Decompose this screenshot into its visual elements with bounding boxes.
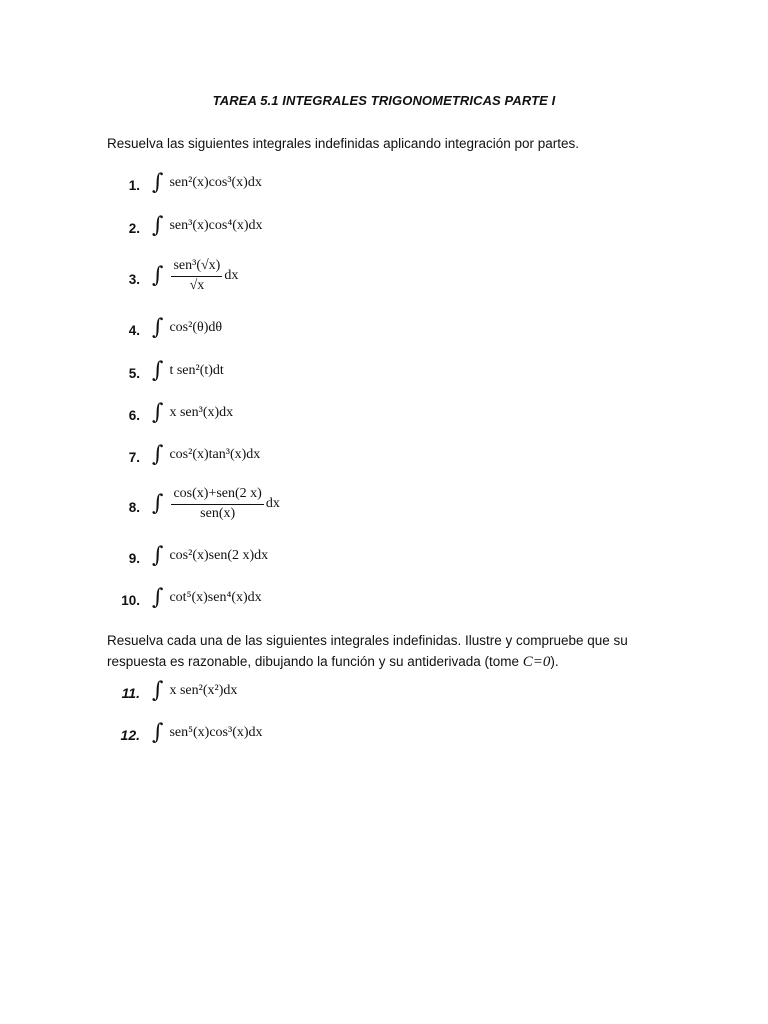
integrand: cos²(θ)dθ (169, 320, 223, 335)
integral-sign: ∫ (152, 442, 164, 467)
instructions-part-1: Resuelva las siguientes integrales indefinidas aplicando integración por partes. (107, 136, 580, 151)
integral-sign: ∫ (152, 358, 164, 383)
math-expression (152, 680, 237, 702)
integrand: x sen³(x)dx (169, 405, 234, 420)
integral-sign: ∫ (152, 170, 164, 195)
integral-sign: ∫ (152, 263, 164, 288)
exercise-number: 6. (128, 408, 140, 423)
exercise-number: 3. (128, 272, 140, 287)
differential: dx (224, 268, 239, 283)
numerator: cos(x)+sen(2 x) (171, 486, 263, 505)
fraction (171, 258, 222, 294)
integrand: sen³(x)cos⁴(x)dx (169, 218, 263, 233)
math-expression (152, 545, 268, 567)
integral-sign: ∫ (152, 213, 164, 238)
math-expression (152, 587, 262, 609)
integral-sign: ∫ (152, 543, 164, 568)
exercise-number: 12. (120, 727, 140, 743)
denominator: sen(x) (200, 506, 236, 521)
exercise-number: 1. (128, 178, 140, 193)
math-expression (152, 402, 233, 424)
instructions-part-2 (107, 630, 667, 673)
math-expression (152, 215, 263, 237)
page-title: TAREA 5.1 INTEGRALES TRIGONOMETRICAS PARTE I (212, 93, 556, 108)
math-expression (152, 722, 263, 744)
exercise-number: 8. (128, 500, 140, 515)
exercise-number: 5. (128, 366, 140, 381)
fraction (171, 486, 263, 522)
integral-sign: ∫ (152, 400, 164, 425)
integral-sign: ∫ (152, 315, 164, 340)
integral-sign: ∫ (152, 720, 164, 745)
math-expression (152, 360, 224, 382)
exercise-number: 11. (121, 685, 140, 701)
integrand: t sen²(t)dt (169, 363, 224, 378)
integrand: x sen²(x²)dx (169, 683, 238, 698)
instructions-line-1: Resuelva cada una de las siguientes integrales indefinidas. Ilustre y compruebe que su (107, 633, 628, 648)
constant-value: C=0 (522, 654, 551, 670)
exercise-number: 10. (121, 593, 140, 608)
integral-sign: ∫ (152, 678, 164, 703)
integrand: cos²(x)sen(2 x)dx (169, 548, 269, 563)
numerator: sen³(√x) (171, 258, 222, 277)
integral-sign: ∫ (152, 585, 164, 610)
exercise-number: 4. (128, 323, 140, 338)
exercise-number: 2. (128, 221, 140, 236)
math-expression (152, 444, 260, 466)
denominator: √x (189, 278, 205, 293)
differential: dx (265, 496, 280, 511)
instructions-line-2-suffix: ). (550, 654, 559, 669)
integrand: sen²(x)cos³(x)dx (169, 175, 262, 190)
integrand: sen⁵(x)cos³(x)dx (169, 725, 263, 740)
exercise-number: 7. (128, 450, 140, 465)
integrand: cot⁵(x)sen⁴(x)dx (169, 590, 262, 605)
math-expression (152, 317, 222, 339)
instructions-line-2 (107, 651, 667, 673)
math-expression (152, 258, 238, 294)
integrand: cos²(x)tan³(x)dx (169, 447, 261, 462)
exercise-number: 9. (128, 551, 140, 566)
math-expression (152, 172, 262, 194)
integral-sign: ∫ (152, 491, 164, 516)
instructions-line-2-prefix: respuesta es razonable, dibujando la función y su antiderivada (tome (107, 654, 523, 669)
math-expression (152, 486, 280, 522)
